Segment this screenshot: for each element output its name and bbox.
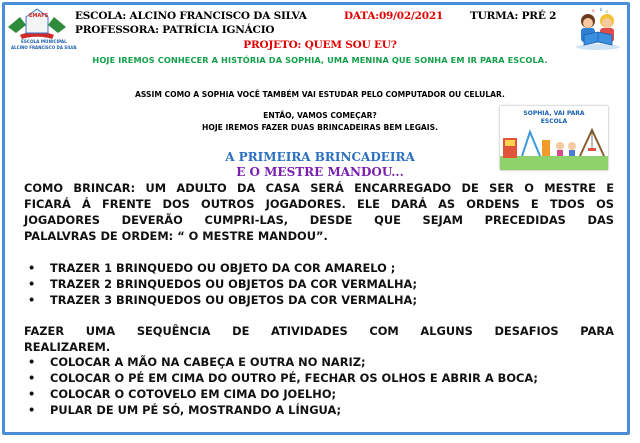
project-title: PROJETO: QUEM SOU EU? [243,39,397,51]
how-line-4: PALALVRAS DE ORDEM: “ O MESTRE MANDOU”. [24,229,328,243]
bullet-mark: • [28,371,36,385]
date-label: DATA:09/02/2021 [344,10,444,22]
game-subtitle: E O MESTRE MANDOU... [236,165,404,179]
list-item [28,293,417,307]
intro-line-3: HOJE IREMOS FAZER DUAS BRINCADEIRAS BEM LEGAIS. [202,123,438,132]
list-item-text: TRAZER 2 BRINQUEDOS OU OBJETOS DA COR VERMALHA; [50,277,418,291]
teacher-name: PROFESSORA: PATRÍCIA IGNÁCIO [75,24,275,36]
list-item-text: TRAZER 1 BRINQUEDO OU OBJETO DA COR AMARELO ; [50,261,396,275]
sequence-line-2: REALIZAREM. [24,340,111,354]
svg-text:c: c [606,9,609,14]
bullet-mark: • [28,387,36,401]
logo-line1: ESCOLA MUNICIPAL [21,39,67,44]
intro-line-1: ASSIM COMO A SOPHIA VOCÊ TAMBÉM VAI ESTUDAR PELO COMPUTADOR OU CELULAR. [135,90,505,99]
list-item [28,387,336,401]
how-line-3: JOGADORES DEVERÃO CUMPRI-LAS, DESDE QUE SEJAM PRECEDIDAS DAS [24,213,614,227]
logo-top-text: EMAFS [29,13,49,19]
reading-children-illustration [572,5,624,51]
sequence-line-1: FAZER UMA SEQUÊNCIA DE ATIVIDADES COM ALGUNS DESAFIOS PARA [24,324,614,338]
intro-line-2: ENTÃO, VAMOS COMEÇAR? [263,111,377,120]
sophia-card-text: SOPHIA, VAI PARA ESCOLA [523,110,585,125]
list-item [28,261,395,275]
list-item [28,371,538,385]
how-line-1: COMO BRINCAR: UM ADULTO DA CASA SERÁ ENCARREGADO DE SER O MESTRE E [24,181,614,195]
list-item-text: COLOCAR O PÉ EM CIMA DO OUTRO PÉ, FECHAR OS OLHOS E ABRIR A BOCA; [50,371,538,385]
game-title: A PRIMEIRA BRINCADEIRA [225,150,415,164]
how-line-2: FICARÁ Á FRENTE DOS OUTROS JOGADORES. ELE DARÁ AS ORDENS E TDOS OS [24,197,614,211]
list-item-text: PULAR DE UM PÉ SÓ, MOSTRANDO A LÍNGUA; [50,403,342,417]
reading-children-icon [572,5,624,51]
list-item [28,403,341,417]
logo-line2: ALCINO FRANCISCO DA SILVA [11,45,77,50]
svg-text:b: b [600,7,603,12]
class-label: TURMA: PRÉ 2 [470,10,557,22]
bullet-mark: • [28,261,36,275]
svg-text:a: a [592,8,595,13]
bullet-mark: • [28,355,36,369]
project-subtitle: HOJE IREMOS CONHECER A HISTÓRIA DA SOPHIA, UMA MENINA QUE SONHA EM IR PARA ESCOLA. [92,55,548,65]
list-item [28,277,417,291]
school-name: ESCOLA: ALCINO FRANCISCO DA SILVA [75,10,307,22]
list-item-text: TRAZER 3 BRINQUEDOS OU OBJETOS DA COR VERMALHA; [50,293,418,307]
list-item-text: COLOCAR A MÃO NA CABEÇA E OUTRA NO NARIZ; [50,355,366,369]
list-item-text: COLOCAR O COTOVELO EM CIMA DO JOELHO; [50,387,337,401]
list-item [28,355,366,369]
bullet-mark: • [28,403,36,417]
bullet-mark: • [28,277,36,291]
bullet-mark: • [28,293,36,307]
